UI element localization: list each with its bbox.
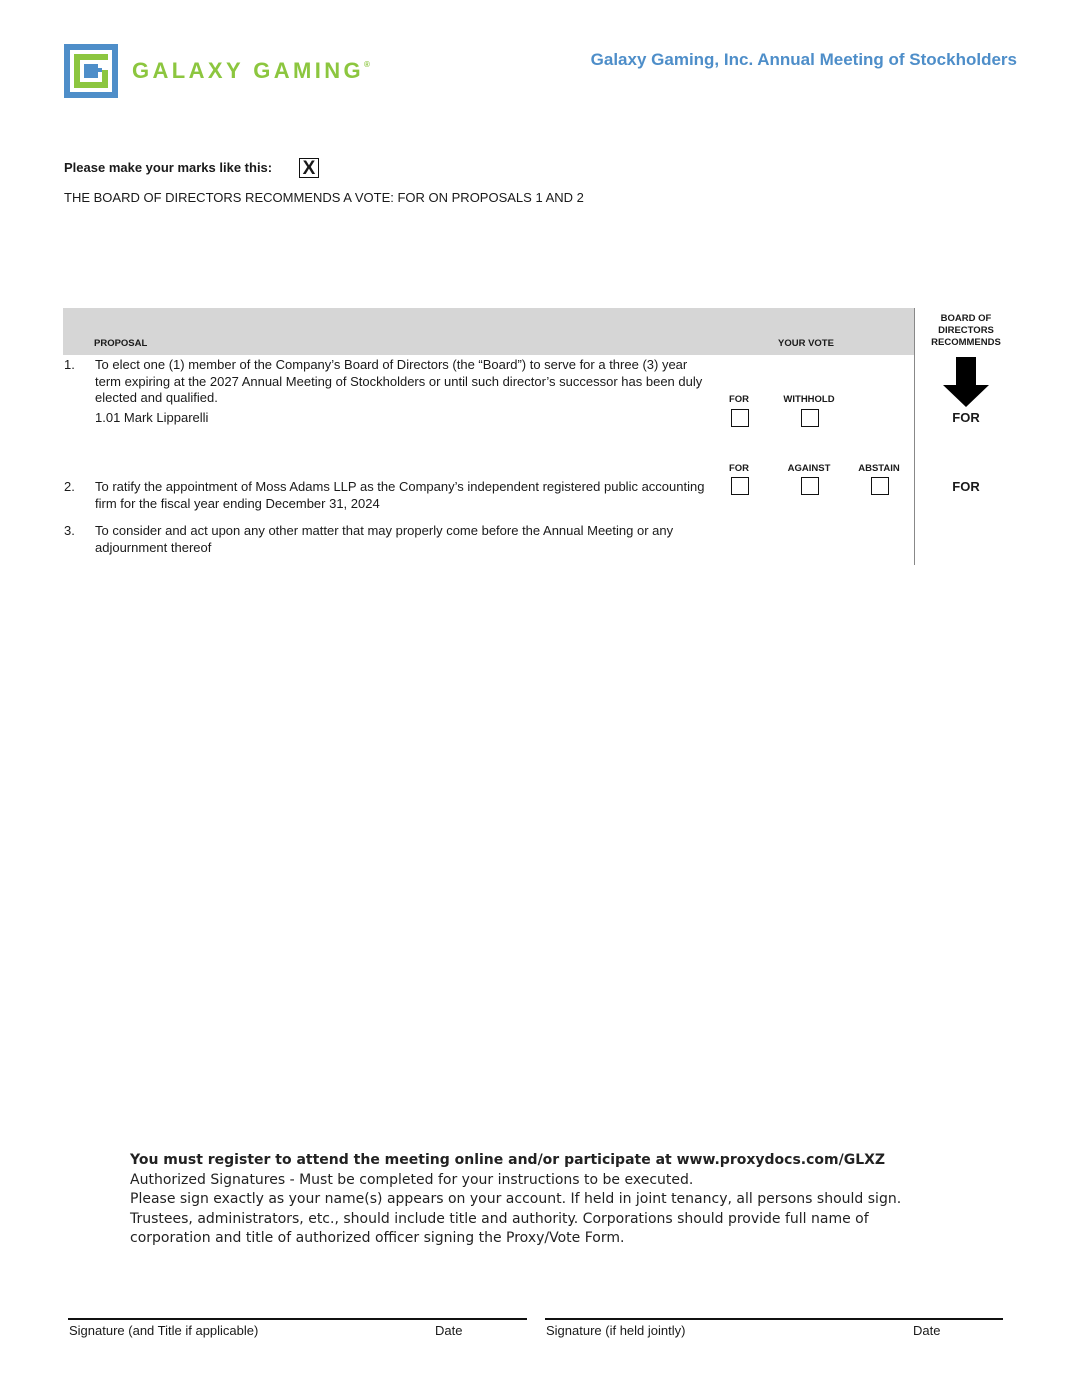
sign-instructions: Please sign exactly as your name(s) appears on your account. If held in joint tenancy, all persons should sign. Trustees, administrators, etc., should include title and authority. Corporations should provide full name of corporation and title of authorized officer signing the Proxy/Vote Form.	[130, 1191, 902, 1246]
galaxy-gaming-logo-icon	[64, 44, 118, 98]
signature-2-label: Signature (if held jointly)	[546, 1323, 686, 1338]
proposal-2-against-label: AGAINST	[787, 463, 831, 474]
date-1-label: Date	[435, 1323, 463, 1338]
proposal-1-withhold-checkbox[interactable]	[801, 409, 819, 427]
proposal-2-abstain-checkbox[interactable]	[871, 477, 889, 495]
column-proposal: PROPOSAL	[94, 338, 148, 349]
proposal-2-against-checkbox[interactable]	[801, 477, 819, 495]
footer-notes	[130, 1151, 930, 1249]
authorized-signatures-note: Authorized Signatures - Must be completed for your instructions to be executed.	[130, 1171, 694, 1188]
proposal-2-for-checkbox[interactable]	[731, 477, 749, 495]
meeting-title: Galaxy Gaming, Inc. Annual Meeting of Stockholders	[590, 50, 1017, 69]
column-divider	[914, 308, 915, 565]
proposal-2-number: 2.	[64, 479, 75, 494]
signature-1-label: Signature (and Title if applicable)	[69, 1323, 259, 1338]
logo-wordmark	[132, 58, 370, 84]
proposal-2-text: To ratify the appointment of Moss Adams LLP as the Company’s independent registered public accounting firm for the fiscal year ending December 31, 2024	[95, 479, 705, 511]
proposal-2-for-label: FOR	[728, 463, 750, 474]
proposal-1-board-recommendation: FOR	[952, 410, 980, 425]
proposal-1-number: 1.	[64, 357, 75, 372]
proposal-1-nominee: 1.01 Mark Lipparelli	[95, 410, 209, 425]
proposal-1-for-checkbox[interactable]	[731, 409, 749, 427]
logo-text: GALAXY GAMING	[132, 58, 365, 83]
column-board-recommends: BOARD OF DIRECTORS RECOMMENDS	[931, 313, 1001, 348]
proposal-2-abstain-label: ABSTAIN	[858, 463, 900, 474]
signature-1-line[interactable]	[68, 1318, 527, 1320]
proposal-1-withhold-label: WITHHOLD	[783, 394, 835, 405]
proposal-2-board-recommendation: FOR	[952, 479, 980, 494]
marks-label: Please make your marks like this:	[64, 160, 273, 175]
marks-example-box: X	[299, 158, 319, 178]
date-2-label: Date	[913, 1323, 941, 1338]
register-note: You must register to attend the meeting online and/or participate at www.proxydocs.com/GLXZ	[130, 1152, 886, 1168]
registered-mark: ®	[364, 60, 370, 69]
board-recommends-text: THE BOARD OF DIRECTORS RECOMMENDS A VOTE: FOR ON PROPOSALS 1 AND 2	[64, 190, 584, 205]
proposal-1-for-label: FOR	[728, 394, 750, 405]
signature-2-line[interactable]	[545, 1318, 1003, 1320]
down-arrow-icon	[943, 357, 989, 407]
column-your-vote: YOUR VOTE	[778, 338, 834, 349]
proposal-3-number: 3.	[64, 523, 75, 538]
proposal-3-text: To consider and act upon any other matter that may properly come before the Annual Meeting or any adjournment thereof	[95, 523, 674, 555]
proposal-1-text: To elect one (1) member of the Company’s Board of Directors (the “Board”) to serve for a three (3) year term expiring at the 2027 Annual Meeting of Stockholders or until such director’s successor has been duly elected and qualified.	[95, 357, 703, 405]
